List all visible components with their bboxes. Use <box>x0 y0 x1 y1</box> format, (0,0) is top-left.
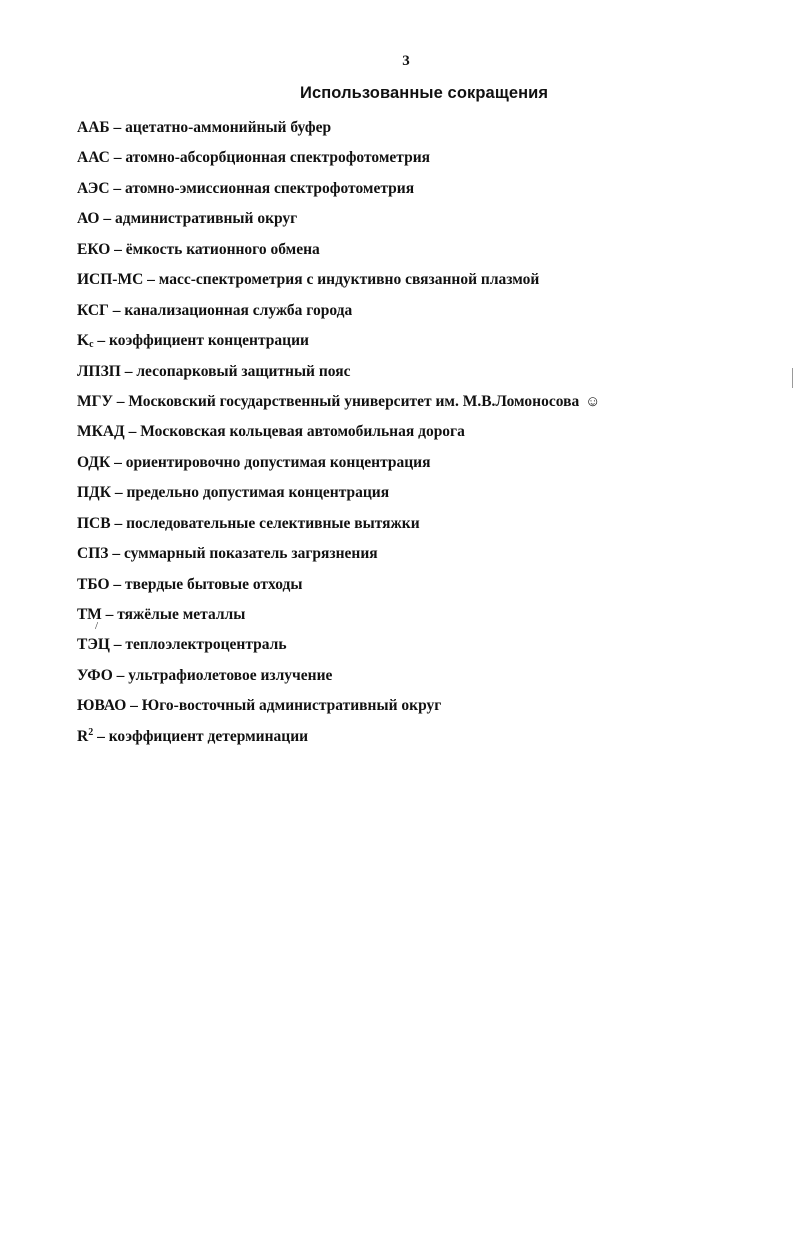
definition: атомно-абсорбционная спектрофотометрия <box>125 149 431 167</box>
definition: лесопарковый защитный пояс <box>136 362 351 380</box>
separator: – <box>120 362 137 380</box>
abbreviation: МКАД <box>77 423 125 441</box>
list-item <box>77 296 600 326</box>
separator: – <box>110 453 126 471</box>
smiley-icon: ☺ <box>585 393 601 410</box>
abbreviation: ТБО <box>77 575 110 593</box>
abbreviation: АО <box>77 210 100 228</box>
list-item <box>77 174 600 204</box>
abbreviation: МГУ <box>77 392 113 410</box>
abbreviation: АЭС <box>77 179 110 197</box>
definition: административный округ <box>114 210 298 228</box>
separator: – <box>108 301 125 319</box>
abbreviation-subscript: c <box>89 339 94 351</box>
list-item <box>77 509 600 539</box>
separator: – <box>108 545 124 563</box>
definition: канализационная служба города <box>124 301 353 319</box>
definition: атомно-эмиссионная спектрофотометрия <box>125 179 415 197</box>
definition: Московский государственный университет им. М.В.Ломоносова <box>128 392 580 410</box>
list-item <box>77 357 600 387</box>
page-number: 3 <box>402 53 410 69</box>
definition: последовательные селективные вытяжки <box>126 514 420 532</box>
definition: коэффициент концентрации <box>109 332 309 350</box>
abbreviation: R <box>77 727 89 745</box>
separator: – <box>109 575 126 593</box>
abbreviation-superscript: 2 <box>88 726 94 738</box>
page-title: Использованные сокращения <box>300 84 549 102</box>
definition: ацетатно-аммонийный буфер <box>125 119 332 136</box>
separator: – <box>143 271 159 289</box>
definition: теплоэлектроцентраль <box>125 636 287 654</box>
list-item <box>77 722 600 752</box>
separator: – <box>109 636 126 654</box>
abbreviation: ТМ <box>77 606 102 623</box>
list-item <box>77 113 600 143</box>
definition: твердые бытовые отходы <box>125 575 303 593</box>
definition: масс-спектрометрия с индуктивно связанной плазмой <box>158 271 540 289</box>
separator: – <box>101 606 118 623</box>
list-item <box>77 630 600 660</box>
separator: – <box>112 392 129 410</box>
list-item <box>77 143 600 173</box>
pen-mark: / <box>95 620 99 632</box>
list-item <box>77 600 600 630</box>
separator: – <box>109 119 126 136</box>
definition: тяжёлые металлы <box>117 606 246 623</box>
list-item <box>77 478 600 508</box>
abbreviation: ЮВАО <box>77 697 127 715</box>
separator: – <box>112 666 129 684</box>
list-item <box>77 691 600 721</box>
abbreviation: ОДК <box>77 453 111 471</box>
abbreviation: КСГ <box>77 301 109 319</box>
abbreviation: ПДК <box>77 484 111 502</box>
list-item <box>77 235 600 265</box>
abbreviation: ТЭЦ <box>77 636 110 654</box>
list-item <box>77 265 600 295</box>
separator: – <box>110 240 126 258</box>
abbreviation: ЛПЗП <box>77 362 121 380</box>
abbreviation: СПЗ <box>77 545 109 563</box>
separator: – <box>124 423 141 441</box>
separator: – <box>109 179 126 197</box>
separator: – <box>126 697 142 715</box>
list-item <box>77 539 600 569</box>
separator: – <box>110 514 127 532</box>
definition: суммарный показатель загрязнения <box>123 545 378 563</box>
definition: ёмкость катионного обмена <box>125 240 320 258</box>
abbreviation: УФО <box>77 666 113 684</box>
definition: коэффициент детерминации <box>108 727 309 745</box>
list-item <box>77 661 600 691</box>
list-item <box>77 326 600 356</box>
separator: – <box>93 727 109 745</box>
list-item <box>77 448 600 478</box>
list-item <box>77 570 600 600</box>
abbreviation: ЕКО <box>77 240 111 258</box>
separator: – <box>99 210 115 228</box>
definition: ориентировочно допустимая концентрация <box>125 453 431 471</box>
abbreviation: ААС <box>77 149 110 167</box>
list-item <box>77 387 600 417</box>
abbreviation: ИСП-МС <box>77 271 144 289</box>
abbreviation: ПСВ <box>77 514 111 532</box>
definition: Юго-восточный административный округ <box>141 697 442 715</box>
separator: – <box>93 332 110 350</box>
separator: – <box>109 149 126 167</box>
definition: предельно допустимая концентрация <box>126 484 390 502</box>
abbreviation: ААБ <box>77 119 110 136</box>
list-item <box>77 417 600 447</box>
abbreviation-list <box>77 113 600 752</box>
scan-edge-mark <box>792 368 793 388</box>
separator: – <box>110 484 127 502</box>
definition: ультрафиолетовое излучение <box>128 666 333 684</box>
definition: Московская кольцевая автомобильная дорога <box>140 423 465 441</box>
list-item <box>77 204 600 234</box>
abbreviation: K <box>77 332 90 350</box>
